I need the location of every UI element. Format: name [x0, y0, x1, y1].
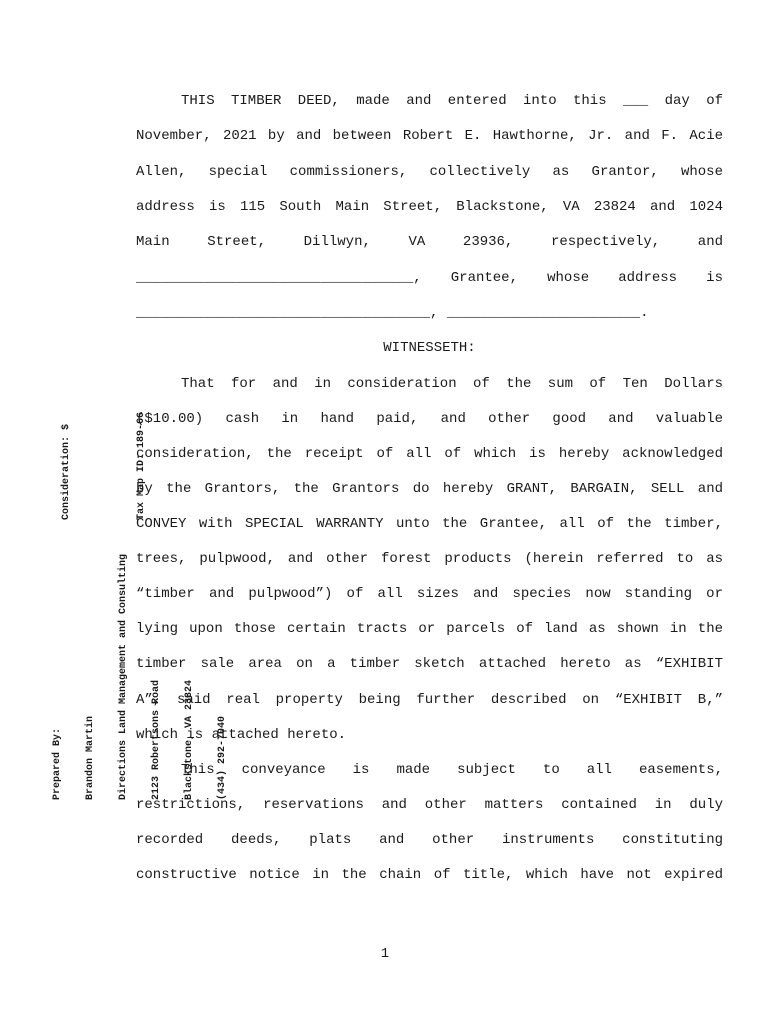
paragraph1-line: address is 115 South Main Street, Blackstone, VA 23824 and 1024: [136, 199, 723, 215]
page-number: 1: [380, 946, 390, 962]
paragraph3-line: restrictions, reservations and other matters contained in duly: [136, 797, 723, 813]
prepared-by-line: Blackstone, VA 23824: [184, 679, 195, 800]
prepared-by-line: Brandon Martin: [85, 715, 96, 800]
paragraph1-line: Main Street, Dillwyn, VA 23936, respectively, and: [136, 234, 723, 250]
paragraph2-line: CONVEY with SPECIAL WARRANTY unto the Grantee, all of the timber,: [136, 516, 723, 532]
paragraph2-line: consideration, the receipt of all of which is hereby acknowledged: [136, 446, 723, 462]
paragraph2-line: timber sale area on a timber sketch attached hereto as “EXHIBIT: [136, 656, 723, 672]
prepared-by-line: Prepared By:: [52, 727, 63, 800]
paragraph3-line: This conveyance is made subject to all easements,: [181, 762, 723, 778]
margin-prepared-by-block: [30, 554, 250, 800]
prepared-by-line: (434) 292-7040: [217, 715, 228, 800]
paragraph2-line: That for and in consideration of the sum of Ten Dollars: [181, 376, 723, 392]
paragraph2-line: which is attached hereto.: [136, 727, 347, 743]
paragraph1-line: ___________________________________, _______________________.: [136, 305, 649, 321]
paragraph3-line: recorded deeds, plats and other instruments constituting: [136, 832, 723, 848]
consideration-label: Consideration: $: [61, 423, 72, 520]
paragraph2-line: ($10.00) cash in hand paid, and other good and valuable: [136, 411, 723, 427]
paragraph2-line: by the Grantors, the Grantors do hereby GRANT, BARGAIN, SELL and: [136, 481, 723, 497]
paragraph2-line: lying upon those certain tracts or parcels of land as shown in the: [136, 621, 723, 637]
paragraph1-line: THIS TIMBER DEED, made and entered into this ___ day of: [181, 93, 723, 109]
paragraph1-line: _________________________________, Grantee, whose address is: [136, 270, 723, 286]
prepared-by-line: Directions Land Management and Consulting: [118, 553, 129, 800]
tax-map-label: Tax Map ID: 189-66: [136, 411, 147, 520]
paragraph2-line: “timber and pulpwood”) of all sizes and species now standing or: [136, 586, 723, 602]
witnesseth-heading: WITNESSETH:: [383, 340, 476, 356]
prepared-by-line: 2123 Robertsons Road: [151, 679, 162, 800]
paragraph1-line: Allen, special commissioners, collectively as Grantor, whose: [136, 164, 723, 180]
margin-consideration-block: [39, 412, 169, 520]
paragraph3-line: constructive notice in the chain of title, which have not expired: [136, 867, 723, 883]
paragraph1-line: November, 2021 by and between Robert E. Hawthorne, Jr. and F. Acie: [136, 128, 723, 144]
paragraph2-line: A”, said real property being further described on “EXHIBIT B,”: [136, 692, 723, 708]
paragraph2-line: trees, pulpwood, and other forest products (herein referred to as: [136, 551, 723, 567]
